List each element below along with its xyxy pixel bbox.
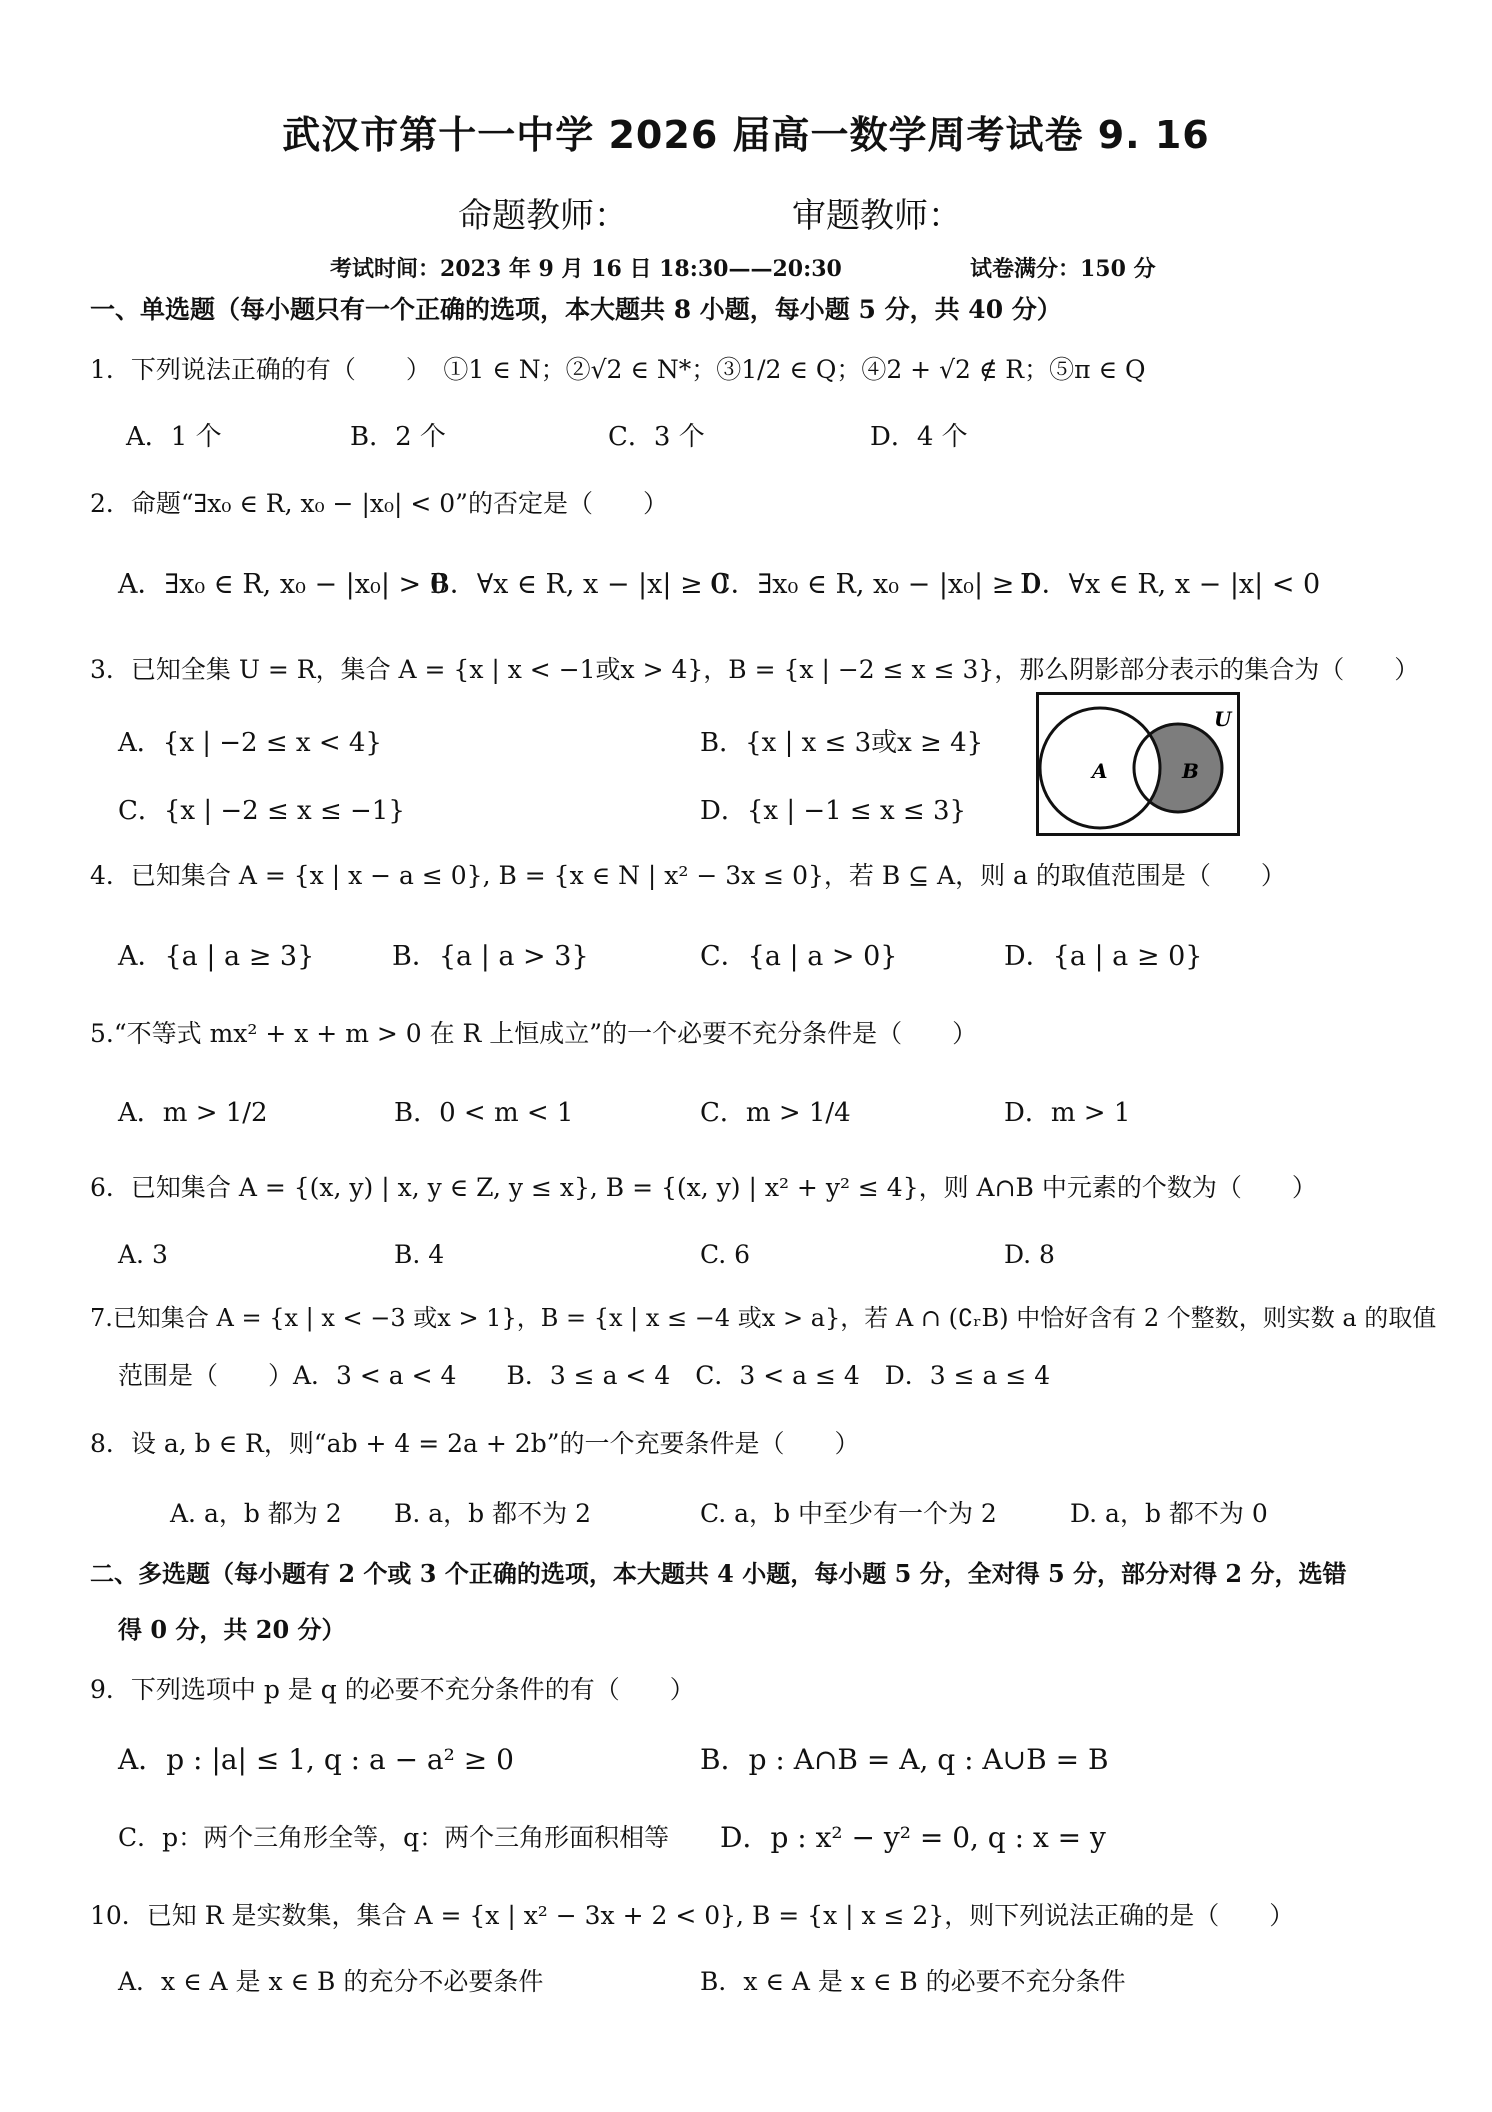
question-10-option-a: A．x ∈ A 是 x ∈ B 的充分不必要条件 [118, 1967, 544, 1996]
question-2-option-b: B．∀x ∈ R, x − |x| ≥ 0 [430, 569, 729, 600]
question-9-option-d: D．p : x² − y² = 0, q : x = y [720, 1821, 1106, 1854]
section2-heading: 二、多选题（每小题有 2 个或 3 个正确的选项，本大题共 4 小题，每小题 5 分，全对得 5 分，部分对得 2 分，选错 [90, 1559, 1347, 1588]
question-8-option-a: A. a，b 都为 2 [170, 1499, 342, 1528]
question-1-option-d: D．4 个 [870, 422, 968, 452]
question-6-option-c: C. 6 [700, 1240, 751, 1269]
question-3-option-b: B．{x | x ≤ 3或x ≥ 4} [700, 728, 984, 758]
question-6-option-d: D. 8 [1004, 1240, 1055, 1269]
question-6-option-b: B. 4 [394, 1240, 445, 1269]
question-2-stem: 2．命题“∃x₀ ∈ R, x₀ − |x₀| < 0”的否定是（ ） [90, 489, 668, 518]
venn-label-a: A [1092, 759, 1108, 783]
question-4-option-a: A．{a | a ≥ 3} [118, 941, 315, 972]
section1-heading: 一、单选题（每小题只有一个正确的选项，本大题共 8 小题，每小题 5 分，共 40 分） [90, 295, 1062, 324]
question-2-option-d: D．∀x ∈ R, x − |x| < 0 [1020, 569, 1321, 600]
question-10-option-b: B．x ∈ A 是 x ∈ B 的必要不充分条件 [700, 1967, 1126, 1996]
question-8-stem: 8．设 a, b ∈ R，则“ab + 4 = 2a + 2b”的一个充要条件是（ ） [90, 1429, 860, 1458]
question-1-stem: 1．下列说法正确的有（ ） ①1 ∈ N；②√2 ∈ N*；③1/2 ∈ Q；④2 + √2 ∉ R；⑤π ∈ Q [90, 355, 1146, 384]
question-6-option-a: A. 3 [118, 1240, 168, 1269]
exam-time: 考试时间：2023 年 9 月 16 日 18:30——20:30 [330, 256, 842, 282]
question-9-stem: 9．下列选项中 p 是 q 的必要不充分条件的有（ ） [90, 1675, 695, 1704]
question-4-stem: 4．已知集合 A = {x | x − a ≤ 0}, B = {x ∈ N | x² − 3x ≤ 0}，若 B ⊆ A，则 a 的取值范围是（ ） [90, 861, 1286, 890]
question-7-stem: 7.已知集合 A = {x | x < −3 或x > 1}，B = {x | x ≤ −4 或x > a}，若 A ∩ (∁ᵣB) 中恰好含有 2 个整数，则实数 a 的取值 [90, 1304, 1437, 1332]
question-5-option-b: B．0 < m < 1 [394, 1098, 574, 1128]
venn-label-u: U [1214, 707, 1232, 731]
full-score: 试卷满分：150 分 [970, 256, 1156, 282]
question-1-option-c: C．3 个 [608, 422, 705, 452]
question-4-option-d: D．{a | a ≥ 0} [1004, 941, 1203, 972]
question-9-option-b: B．p : A∩B = A, q : A∪B = B [700, 1743, 1109, 1776]
question-9-option-c: C．p：两个三角形全等，q：两个三角形面积相等 [118, 1823, 670, 1852]
question-5-option-d: D．m > 1 [1004, 1098, 1131, 1128]
reviewer-label: 审题教师： [792, 196, 962, 236]
question-8-option-b: B. a，b 都不为 2 [394, 1499, 591, 1528]
exam-title: 武汉市第十一中学 2026 届高一数学周考试卷 9. 16 [282, 113, 1210, 157]
question-1-option-a: A．1 个 [126, 422, 222, 452]
question-2-option-a: A．∃x₀ ∈ R, x₀ − |x₀| > 0 [118, 569, 447, 600]
question-4-option-c: C．{a | a > 0} [700, 941, 898, 972]
question-4-option-b: B．{a | a > 3} [392, 941, 589, 972]
question-5-option-c: C．m > 1/4 [700, 1098, 851, 1128]
question-3-option-a: A．{x | −2 ≤ x < 4} [118, 728, 382, 758]
question-9-option-a: A．p : |a| ≤ 1, q : a − a² ≥ 0 [118, 1743, 514, 1776]
question-3-option-d: D．{x | −1 ≤ x ≤ 3} [700, 796, 967, 826]
question-1-option-b: B．2 个 [350, 422, 446, 452]
venn-diagram [1036, 692, 1240, 836]
section2-heading-continued: 得 0 分，共 20 分） [118, 1615, 346, 1644]
question-10-stem: 10．已知 R 是实数集，集合 A = {x | x² − 3x + 2 < 0}, B = {x | x ≤ 2}，则下列说法正确的是（ ） [90, 1901, 1295, 1930]
question-5-stem: 5.“不等式 mx² + x + m > 0 在 R 上恒成立”的一个必要不充分条件是（ ） [90, 1019, 978, 1048]
question-8-option-d: D. a，b 都不为 0 [1070, 1499, 1268, 1528]
question-8-option-c: C. a，b 中至少有一个为 2 [700, 1499, 997, 1528]
question-6-stem: 6．已知集合 A = {(x, y) | x, y ∈ Z, y ≤ x}, B = {(x, y) | x² + y² ≤ 4}，则 A∩B 中元素的个数为（ ） [90, 1173, 1317, 1202]
question-7-stem-continued: 范围是（ ）A．3 < a < 4 B．3 ≤ a < 4 C．3 < a ≤ 4 D．3 ≤ a ≤ 4 [118, 1361, 1051, 1390]
question-3-stem: 3．已知全集 U = R，集合 A = {x | x < −1或x > 4}，B = {x | −2 ≤ x ≤ 3}，那么阴影部分表示的集合为（ ） [90, 655, 1420, 684]
question-2-option-c: C．∃x₀ ∈ R, x₀ − |x₀| ≥ 0 [710, 569, 1041, 600]
question-3-option-c: C．{x | −2 ≤ x ≤ −1} [118, 796, 405, 826]
venn-label-b: B [1182, 759, 1199, 783]
composer-label: 命题教师： [458, 196, 628, 236]
question-5-option-a: A．m > 1/2 [118, 1098, 268, 1128]
